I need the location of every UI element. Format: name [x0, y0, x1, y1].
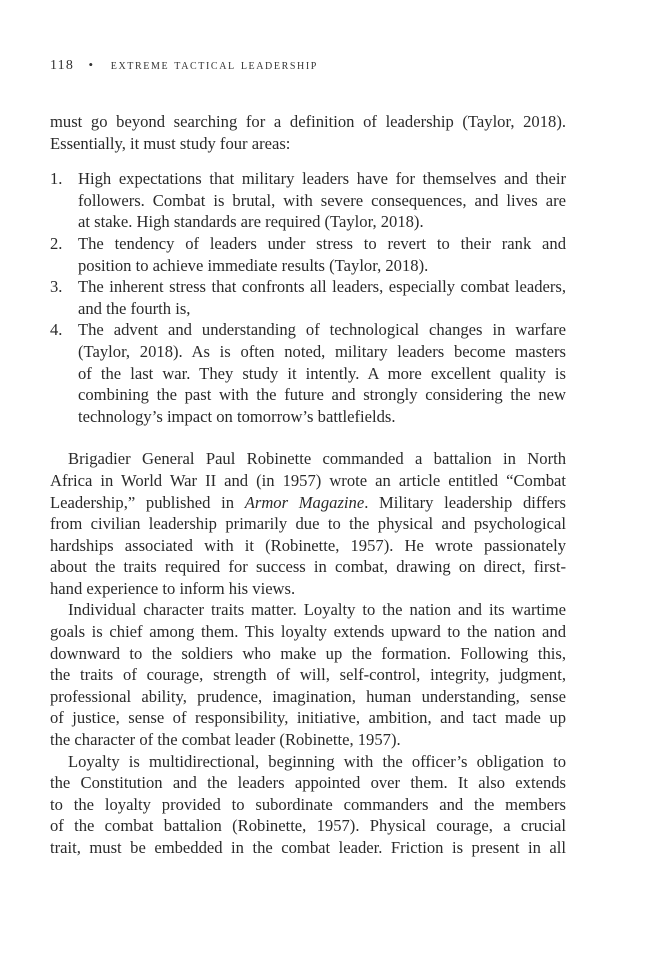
list-item — [50, 276, 566, 319]
text-line: combining the past with the future and strongly considering the new — [78, 385, 566, 405]
text-line: High expectations that military leaders have for themselves and their — [78, 169, 566, 189]
text-line: Brigadier General Paul Robinette commanded a battalion in North — [68, 449, 566, 469]
text-line: downward to the soldiers who make up the formation. Following this, — [50, 643, 566, 663]
text-line: position to achieve immediate results (Taylor, 2018). — [78, 255, 429, 275]
intro-paragraph — [50, 111, 566, 154]
list-item — [50, 233, 566, 276]
text-line: to the loyalty provided to subordinate commanders and the members — [50, 794, 566, 814]
text-line: (Taylor, 2018). As is often noted, military leaders become masters — [78, 341, 566, 361]
text-line: of the combat battalion (Robinette, 1957). Physical courage, a crucial — [50, 816, 566, 836]
text-line: The inherent stress that confronts all leaders, especially combat leaders, — [78, 277, 566, 297]
header-separator: • — [88, 57, 95, 72]
text-line: goals is chief among them. This loyalty extends upward to the nation and — [50, 622, 566, 642]
text-line: The tendency of leaders under stress to revert to their rank and — [78, 233, 566, 253]
paragraph-loyalty — [50, 751, 566, 859]
list-number: 4. — [50, 320, 63, 340]
text-fragment: Leadership,” published in — [50, 492, 245, 512]
text-line: at stake. High standards are required (Taylor, 2018). — [78, 212, 424, 232]
text-line: trait, must be embedded in the combat leader. Friction is present in all — [50, 838, 566, 857]
text-line: followers. Combat is brutal, with severe consequences, and lives are — [78, 190, 566, 210]
text-line: hand experience to inform his views. — [50, 578, 296, 598]
text-line: about the traits required for success in combat, drawing on direct, first- — [50, 557, 566, 577]
text-line: from civilian leadership primarily due to the physical and psychological — [50, 514, 566, 534]
areas-list — [50, 168, 566, 427]
text-line: must go beyond searching for a definition of leadership (Taylor, 2018). — [50, 112, 566, 131]
list-item — [50, 319, 566, 427]
text-line: Africa in World War II and (in 1957) wrote an article entitled “Combat — [50, 470, 566, 490]
page-number: 118 — [50, 58, 75, 73]
text-line: the Constitution and the leaders appointed over them. It also extends — [50, 773, 566, 793]
running-header — [50, 57, 318, 74]
text-line: the traits of courage, strength of will, self-control, integrity, judgment, — [50, 665, 566, 685]
list-item — [50, 168, 566, 233]
text-line — [50, 492, 566, 514]
text-line: and the fourth is, — [78, 298, 191, 318]
paragraph-robinette — [50, 448, 566, 599]
list-number: 3. — [50, 277, 63, 297]
text-line: technology’s impact on tomorrow’s battlefields. — [78, 406, 396, 426]
text-line: hardships associated with it (Robinette, 1957). He wrote passionately — [50, 535, 566, 555]
list-number: 1. — [50, 169, 63, 189]
text-line: Essentially, it must study four areas: — [50, 133, 291, 153]
text-line: Individual character traits matter. Loyalty to the nation and its wartime — [68, 600, 566, 620]
text-line: the character of the combat leader (Robinette, 1957). — [50, 730, 401, 750]
list-number: 2. — [50, 233, 63, 253]
book-title: extreme tactical leadership — [110, 58, 318, 73]
body-text — [50, 111, 566, 859]
text-line: Loyalty is multidirectional, beginning with the officer’s obligation to — [68, 751, 566, 771]
text-line: of the last war. They study it intently. A more excellent quality is — [78, 363, 566, 383]
paragraph-character-traits — [50, 599, 566, 750]
magazine-title: Armor Magazine — [244, 492, 365, 512]
text-fragment: . Military leadership differs — [364, 492, 566, 512]
text-line: professional ability, prudence, imagination, human understanding, sense — [50, 686, 566, 706]
text-line: of justice, sense of responsibility, initiative, ambition, and tact made up — [50, 708, 566, 728]
text-line: The advent and understanding of technological changes in warfare — [78, 320, 566, 340]
